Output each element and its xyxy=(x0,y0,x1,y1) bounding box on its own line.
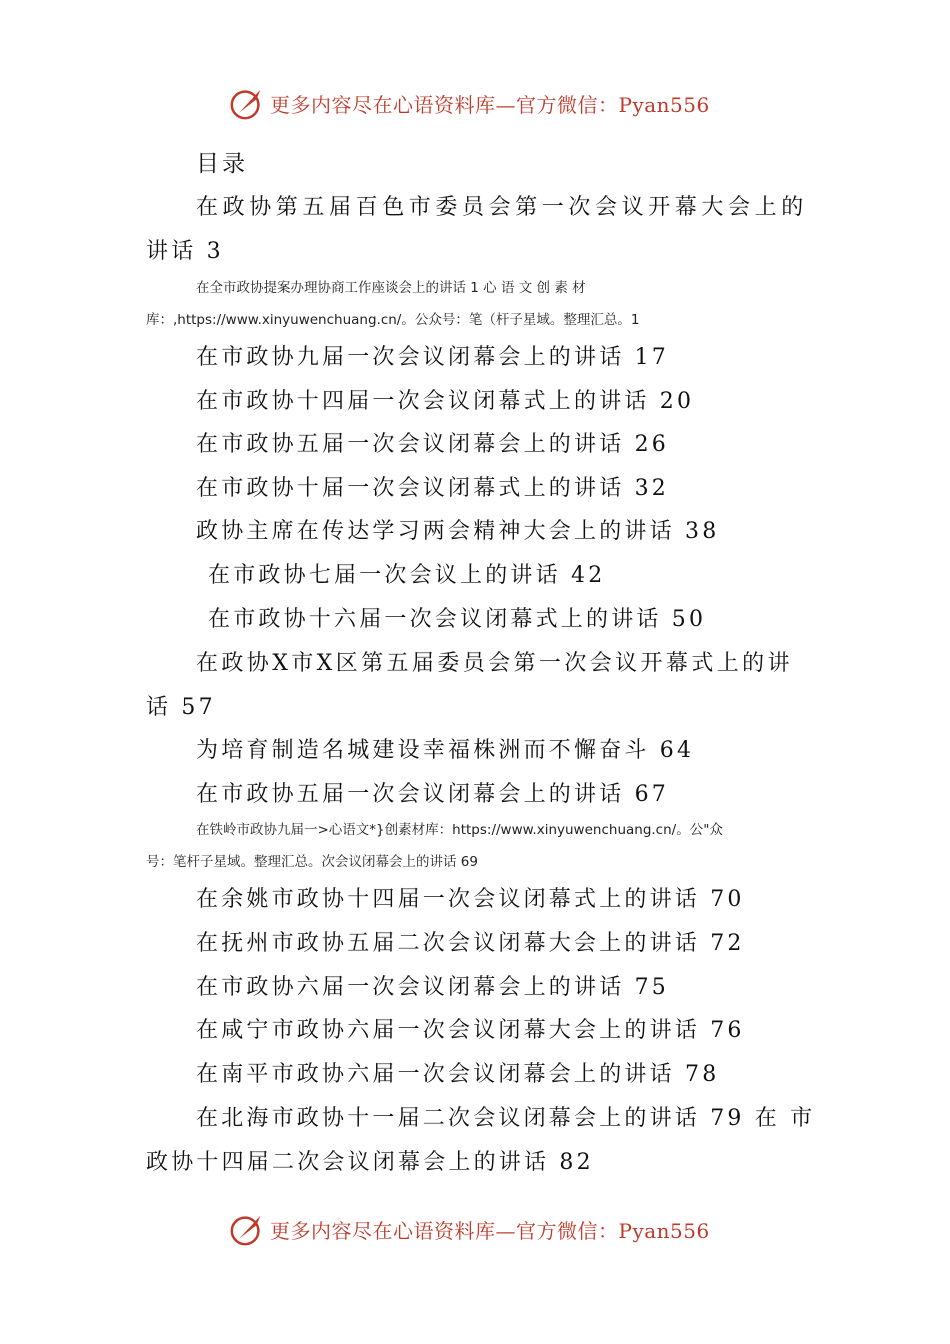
toc-title: 目录 xyxy=(196,151,248,177)
toc-entry-2b: 库：,https://www.xinyuwenchuang.cn/。公众号：笔（杆子星域。整理汇总。1 xyxy=(146,312,640,328)
toc-entry-5: 在市政协五届一次会议闭幕会上的讲话 26 xyxy=(196,432,669,457)
toc-entry-8: 在市政协七届一次会议上的讲话 42 xyxy=(208,563,606,588)
banner-text xyxy=(270,89,710,118)
toc-entry-12: 在市政协五届一次会议闭幕会上的讲话 67 xyxy=(196,782,669,807)
toc-entry-1a: 在政协第五届百色市委员会第一次会议开幕大会上的 xyxy=(196,195,808,220)
banner-slogan: 更多内容尽在心语资料库—官方微信： xyxy=(270,92,619,117)
banner-wechat-id: Pyan556 xyxy=(618,1218,710,1243)
footer-banner xyxy=(228,1209,728,1249)
toc-entry-10a: 在政协X市X区第五届委员会第一次会议开幕式上的讲 xyxy=(196,651,793,676)
quill-pen-logo-icon xyxy=(228,84,266,122)
toc-entry-13b: 号：笔杆子星域。整理汇总。次会议闭幕会上的讲话 69 xyxy=(146,854,478,870)
toc-entry-19b: 政协十四届二次会议闭幕会上的讲话 82 xyxy=(146,1150,594,1175)
toc-entry-6: 在市政协十届一次会议闭幕式上的讲话 32 xyxy=(196,476,669,501)
toc-entry-13a: 在铁岭市政协九届一>心语文*}创素材库：https://www.xinyuwenchuang.cn/。公"众 xyxy=(196,822,723,838)
banner-slogan: 更多内容尽在心语资料库—官方微信： xyxy=(270,1218,619,1243)
toc-entry-2a: 在全市政协提案办理协商工作座谈会上的讲话 1 心 语 文 创 素 材 xyxy=(196,280,586,296)
toc-entry-19a: 在北海市政协十一届二次会议闭幕会上的讲话 79 在 市 xyxy=(196,1106,816,1131)
banner-wechat-id: Pyan556 xyxy=(618,92,710,117)
quill-pen-logo-icon xyxy=(228,1210,266,1248)
toc-entry-17: 在咸宁市政协六届一次会议闭幕大会上的讲话 76 xyxy=(196,1018,745,1043)
toc-entry-16: 在市政协六届一次会议闭幕会上的讲话 75 xyxy=(196,975,669,1000)
toc-entry-10b: 话 57 xyxy=(146,695,216,720)
toc-entry-14: 在余姚市政协十四届一次会议闭幕式上的讲话 70 xyxy=(196,887,745,912)
toc-entry-18: 在南平市政协六届一次会议闭幕会上的讲话 78 xyxy=(196,1062,720,1087)
toc-entry-9: 在市政协十六届一次会议闭幕式上的讲话 50 xyxy=(208,607,707,632)
header-banner xyxy=(228,83,728,123)
toc-entry-1b: 讲话 3 xyxy=(146,239,224,264)
toc-entry-4: 在市政协十四届一次会议闭幕式上的讲话 20 xyxy=(196,389,695,414)
toc-entry-3: 在市政协九届一次会议闭幕会上的讲话 17 xyxy=(196,345,669,370)
toc-entry-15: 在抚州市政协五届二次会议闭幕大会上的讲话 72 xyxy=(196,931,745,956)
toc-entry-11: 为培育制造名城建设幸福株洲而不懈奋斗 64 xyxy=(196,738,695,763)
toc-entry-7: 政协主席在传达学习两会精神大会上的讲话 38 xyxy=(196,519,720,544)
banner-text xyxy=(270,1215,710,1244)
